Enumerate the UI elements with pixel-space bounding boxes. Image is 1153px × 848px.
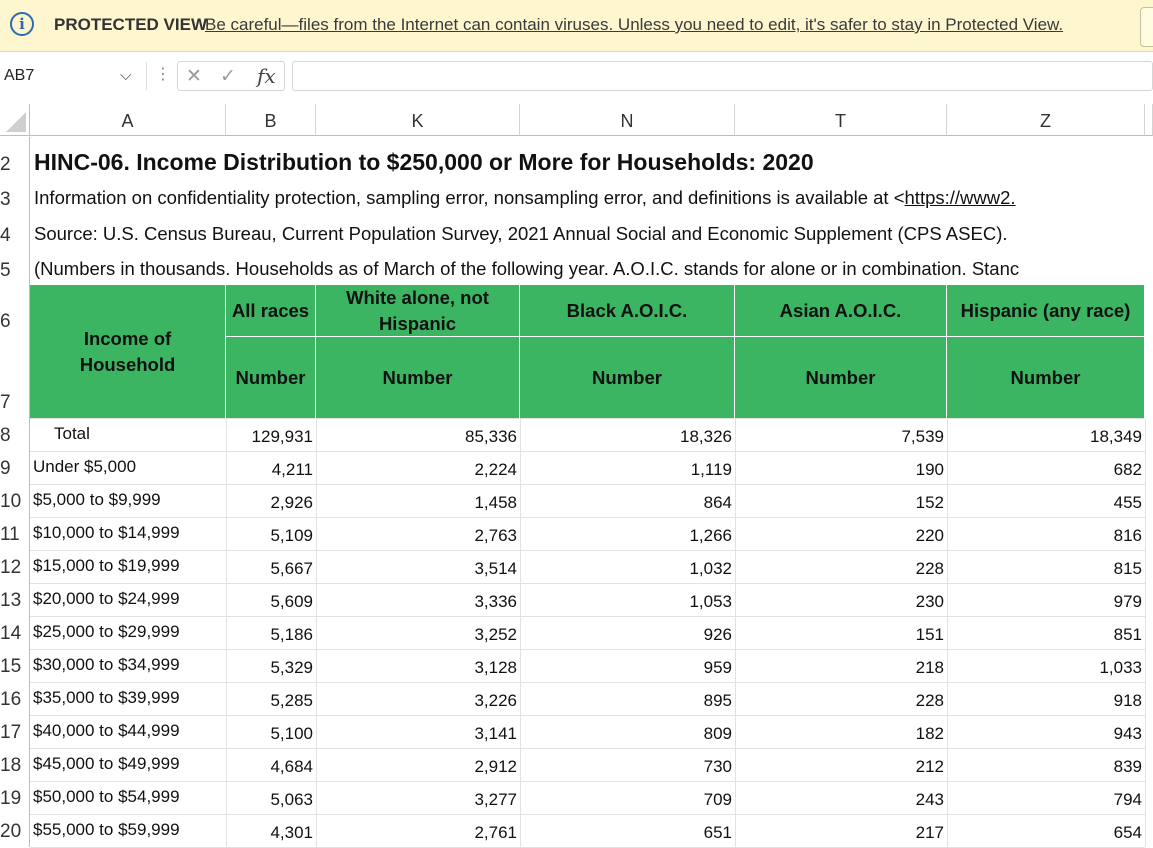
data-cell[interactable]: 190 — [915, 460, 944, 479]
census-link[interactable]: https://www2. — [904, 187, 1016, 208]
data-cell[interactable]: 943 — [1113, 724, 1142, 743]
row-header-5[interactable] — [0, 251, 30, 286]
grid-line — [30, 616, 1145, 617]
note-confidentiality: Information on confidentiality protection, sampling error, nonsampling error, and definitions is available at <https://www2. — [34, 187, 1016, 208]
row-label[interactable]: $25,000 to $29,999 — [33, 622, 180, 641]
data-cell[interactable]: 4,211 — [271, 460, 313, 479]
enter-check-icon[interactable]: ✓ — [220, 65, 236, 87]
row-number: 10 — [0, 491, 22, 512]
row-label[interactable]: Under $5,000 — [33, 457, 137, 476]
protected-view-label: PROTECTED VIEW — [54, 15, 208, 34]
row-label[interactable]: $5,000 to $9,999 — [33, 490, 161, 509]
row-number: 11 — [0, 524, 20, 545]
data-cell[interactable]: 152 — [915, 493, 944, 512]
grid-line — [30, 583, 1145, 584]
data-cell[interactable]: 654 — [1113, 823, 1142, 842]
row-number: 8 — [0, 425, 11, 446]
row-header-18[interactable] — [0, 748, 30, 781]
row-number: 3 — [0, 189, 11, 210]
data-cell[interactable]: 2,763 — [474, 526, 517, 545]
row-number: 7 — [0, 392, 11, 413]
row-label[interactable]: Total — [54, 424, 90, 443]
data-cell[interactable]: 3,226 — [474, 691, 517, 710]
row-header-19[interactable] — [0, 781, 30, 814]
grid-line — [30, 451, 1145, 452]
data-cell[interactable]: 5,109 — [270, 526, 313, 545]
row-header-10[interactable] — [0, 484, 30, 517]
data-cell[interactable]: 864 — [703, 493, 732, 512]
data-cell[interactable]: 5,667 — [270, 559, 313, 578]
row-header-20[interactable] — [0, 814, 30, 847]
number-subheader: Number — [735, 337, 947, 419]
number-subheader: Number — [226, 337, 316, 419]
data-cell[interactable]: 809 — [703, 724, 732, 743]
data-cell[interactable]: 1,053 — [689, 592, 732, 611]
data-cell[interactable]: 4,684 — [270, 757, 313, 776]
number-subheader: Number — [316, 337, 520, 419]
data-cell[interactable]: 815 — [1113, 559, 1142, 578]
row-number: 5 — [0, 260, 11, 281]
row-header-14[interactable] — [0, 616, 30, 649]
column-header-a[interactable]: A — [30, 104, 226, 136]
row-label[interactable]: $45,000 to $49,999 — [33, 754, 180, 773]
row-header-16[interactable] — [0, 682, 30, 715]
data-cell[interactable]: 709 — [703, 790, 732, 809]
info-shield-icon: i — [10, 12, 34, 36]
row-header-7[interactable] — [0, 337, 30, 418]
data-cell[interactable]: 5,100 — [270, 724, 313, 743]
data-cell[interactable]: 18,326 — [680, 427, 732, 446]
column-header-t[interactable]: T — [735, 104, 947, 136]
row-label[interactable]: $35,000 to $39,999 — [33, 688, 180, 707]
data-cell[interactable]: 2,224 — [474, 460, 517, 479]
data-cell[interactable]: 959 — [703, 658, 732, 677]
data-cell[interactable]: 3,252 — [474, 625, 517, 644]
data-cell[interactable]: 794 — [1113, 790, 1142, 809]
grid-line — [30, 649, 1145, 650]
data-cell[interactable]: 151 — [915, 625, 944, 644]
data-cell[interactable]: 1,033 — [1099, 658, 1142, 677]
data-cell[interactable]: 220 — [915, 526, 944, 545]
data-cell[interactable]: 5,609 — [270, 592, 313, 611]
row-number: 15 — [0, 656, 22, 677]
grid-line — [30, 517, 1145, 518]
data-cell[interactable]: 918 — [1113, 691, 1142, 710]
protected-view-message-link[interactable]: Be careful—files from the Internet can contain viruses. Unless you need to edit, it's safer to stay in Protected View. — [205, 15, 1064, 34]
row-number: 4 — [0, 225, 11, 246]
data-cell[interactable]: 5,329 — [270, 658, 313, 677]
data-cell[interactable]: 5,063 — [270, 790, 313, 809]
column-header-z[interactable]: Z — [947, 104, 1145, 136]
formula-buttons — [177, 61, 285, 91]
row-number: 19 — [0, 788, 22, 809]
grid-line — [1145, 419, 1146, 847]
row-label[interactable]: $10,000 to $14,999 — [33, 523, 180, 542]
row-number: 9 — [0, 458, 11, 479]
row-label[interactable]: $15,000 to $19,999 — [33, 556, 180, 575]
row-header-4[interactable] — [0, 215, 30, 251]
formula-input[interactable] — [292, 61, 1153, 91]
row-number: 2 — [0, 154, 11, 175]
row-label[interactable]: $50,000 to $54,999 — [33, 787, 180, 806]
data-cell[interactable]: 979 — [1113, 592, 1142, 611]
data-cell[interactable]: 217 — [915, 823, 944, 842]
column-header-b[interactable]: B — [226, 104, 316, 136]
insert-function-icon[interactable]: fx — [257, 64, 276, 88]
data-cell[interactable]: 3,336 — [474, 592, 517, 611]
data-cell[interactable]: 682 — [1113, 460, 1142, 479]
data-cell[interactable]: 651 — [703, 823, 732, 842]
number-subheader: Number — [520, 337, 735, 419]
data-cell[interactable]: 182 — [915, 724, 944, 743]
row-number: 13 — [0, 590, 22, 611]
data-cell[interactable]: 1,119 — [690, 460, 732, 479]
row-label[interactable]: $20,000 to $24,999 — [33, 589, 180, 608]
worksheet-grid — [0, 104, 1153, 846]
name-box[interactable] — [0, 62, 147, 90]
row-number: 20 — [0, 821, 22, 842]
data-cell[interactable]: 243 — [915, 790, 944, 809]
grid-line — [30, 418, 1145, 419]
data-cell[interactable]: 895 — [703, 691, 732, 710]
data-cell[interactable]: 926 — [703, 625, 732, 644]
row-number: 17 — [0, 722, 22, 743]
data-cell[interactable]: 2,926 — [270, 493, 313, 512]
data-cell[interactable]: 3,277 — [474, 790, 517, 809]
row-header-12[interactable] — [0, 550, 30, 583]
row-label[interactable]: $55,000 to $59,999 — [33, 820, 180, 839]
data-cell[interactable]: 212 — [915, 757, 944, 776]
data-cell[interactable]: 85,336 — [465, 427, 517, 446]
data-cell[interactable]: 839 — [1113, 757, 1142, 776]
data-cell[interactable]: 455 — [1113, 493, 1142, 512]
data-cell[interactable]: 228 — [915, 559, 944, 578]
data-cell[interactable]: 5,285 — [270, 691, 313, 710]
data-cell[interactable]: 851 — [1113, 625, 1142, 644]
data-cell[interactable]: 228 — [915, 691, 944, 710]
row-header-2[interactable] — [0, 137, 30, 180]
data-cell[interactable]: 2,912 — [474, 757, 517, 776]
group-header-5: Hispanic (any race) — [947, 285, 1145, 337]
data-cell[interactable]: 5,186 — [270, 625, 313, 644]
grid-line — [30, 715, 1145, 716]
data-cell[interactable]: 730 — [703, 757, 732, 776]
data-cell[interactable]: 3,514 — [474, 559, 517, 578]
data-cell[interactable]: 3,128 — [474, 658, 517, 677]
name-box-value: AB7 — [4, 67, 35, 84]
cancel-icon[interactable]: ✕ — [186, 65, 202, 87]
group-header-1: All races — [226, 285, 316, 337]
row-header-11[interactable] — [0, 517, 30, 550]
grid-line — [30, 550, 1145, 551]
data-cell[interactable]: 129,931 — [251, 427, 313, 446]
more-options-icon[interactable]: ⋮ — [155, 64, 171, 83]
column-header-filler — [1145, 104, 1153, 136]
sheet-title: HINC-06. Income Distribution to $250,000 or More for Households: 2020 — [34, 149, 814, 175]
data-cell[interactable]: 18,349 — [1090, 427, 1142, 446]
formula-bar — [0, 52, 1153, 102]
data-cell[interactable]: 230 — [915, 592, 944, 611]
select-all-corner[interactable] — [0, 104, 30, 136]
row-header-9[interactable] — [0, 451, 30, 484]
note-numbers: (Numbers in thousands. Households as of March of the following year. A.O.I.C. stands for alone or in combination. Stanc — [34, 258, 1020, 279]
group-header-3: Black A.O.I.C. — [520, 285, 735, 337]
group-header-2: White alone, not Hispanic — [316, 285, 520, 337]
row-header-17[interactable] — [0, 715, 30, 748]
data-cell[interactable]: 4,301 — [270, 823, 313, 842]
row-header-6[interactable] — [0, 286, 30, 337]
number-subheader: Number — [947, 337, 1145, 419]
chevron-down-icon[interactable]: ⌵ — [120, 66, 132, 84]
data-cell[interactable]: 1,266 — [689, 526, 732, 545]
data-cell[interactable]: 2,761 — [474, 823, 517, 842]
stub-header: Income of Household — [30, 285, 226, 419]
data-cell[interactable]: 218 — [915, 658, 944, 677]
group-header-4: Asian A.O.I.C. — [735, 285, 947, 337]
grid-line — [30, 682, 1145, 683]
protected-view-bar — [0, 0, 1153, 52]
data-cell[interactable]: 816 — [1113, 526, 1142, 545]
row-number: 16 — [0, 689, 22, 710]
row-header-8[interactable] — [0, 418, 30, 451]
grid-line — [30, 781, 1145, 782]
row-number: 14 — [0, 623, 22, 644]
row-header-3[interactable] — [0, 180, 30, 215]
column-header-n[interactable]: N — [520, 104, 735, 136]
row-number: 6 — [0, 311, 11, 332]
row-header-15[interactable] — [0, 649, 30, 682]
column-header-k[interactable]: K — [316, 104, 520, 136]
enable-editing-button[interactable] — [1140, 7, 1153, 47]
grid-line — [30, 484, 1145, 485]
row-label[interactable]: $30,000 to $34,999 — [33, 655, 180, 674]
row-label[interactable]: $40,000 to $44,999 — [33, 721, 180, 740]
row-number: 18 — [0, 755, 22, 776]
row-header-13[interactable] — [0, 583, 30, 616]
data-cell[interactable]: 1,458 — [474, 493, 517, 512]
row-number: 12 — [0, 557, 22, 578]
grid-line — [30, 748, 1145, 749]
data-cell[interactable]: 1,032 — [689, 559, 732, 578]
grid-line — [30, 814, 1145, 815]
data-cell[interactable]: 7,539 — [901, 427, 944, 446]
data-cell[interactable]: 3,141 — [474, 724, 517, 743]
note-source: Source: U.S. Census Bureau, Current Population Survey, 2021 Annual Social and Economic Supplement (CPS ASEC). — [34, 223, 1008, 244]
